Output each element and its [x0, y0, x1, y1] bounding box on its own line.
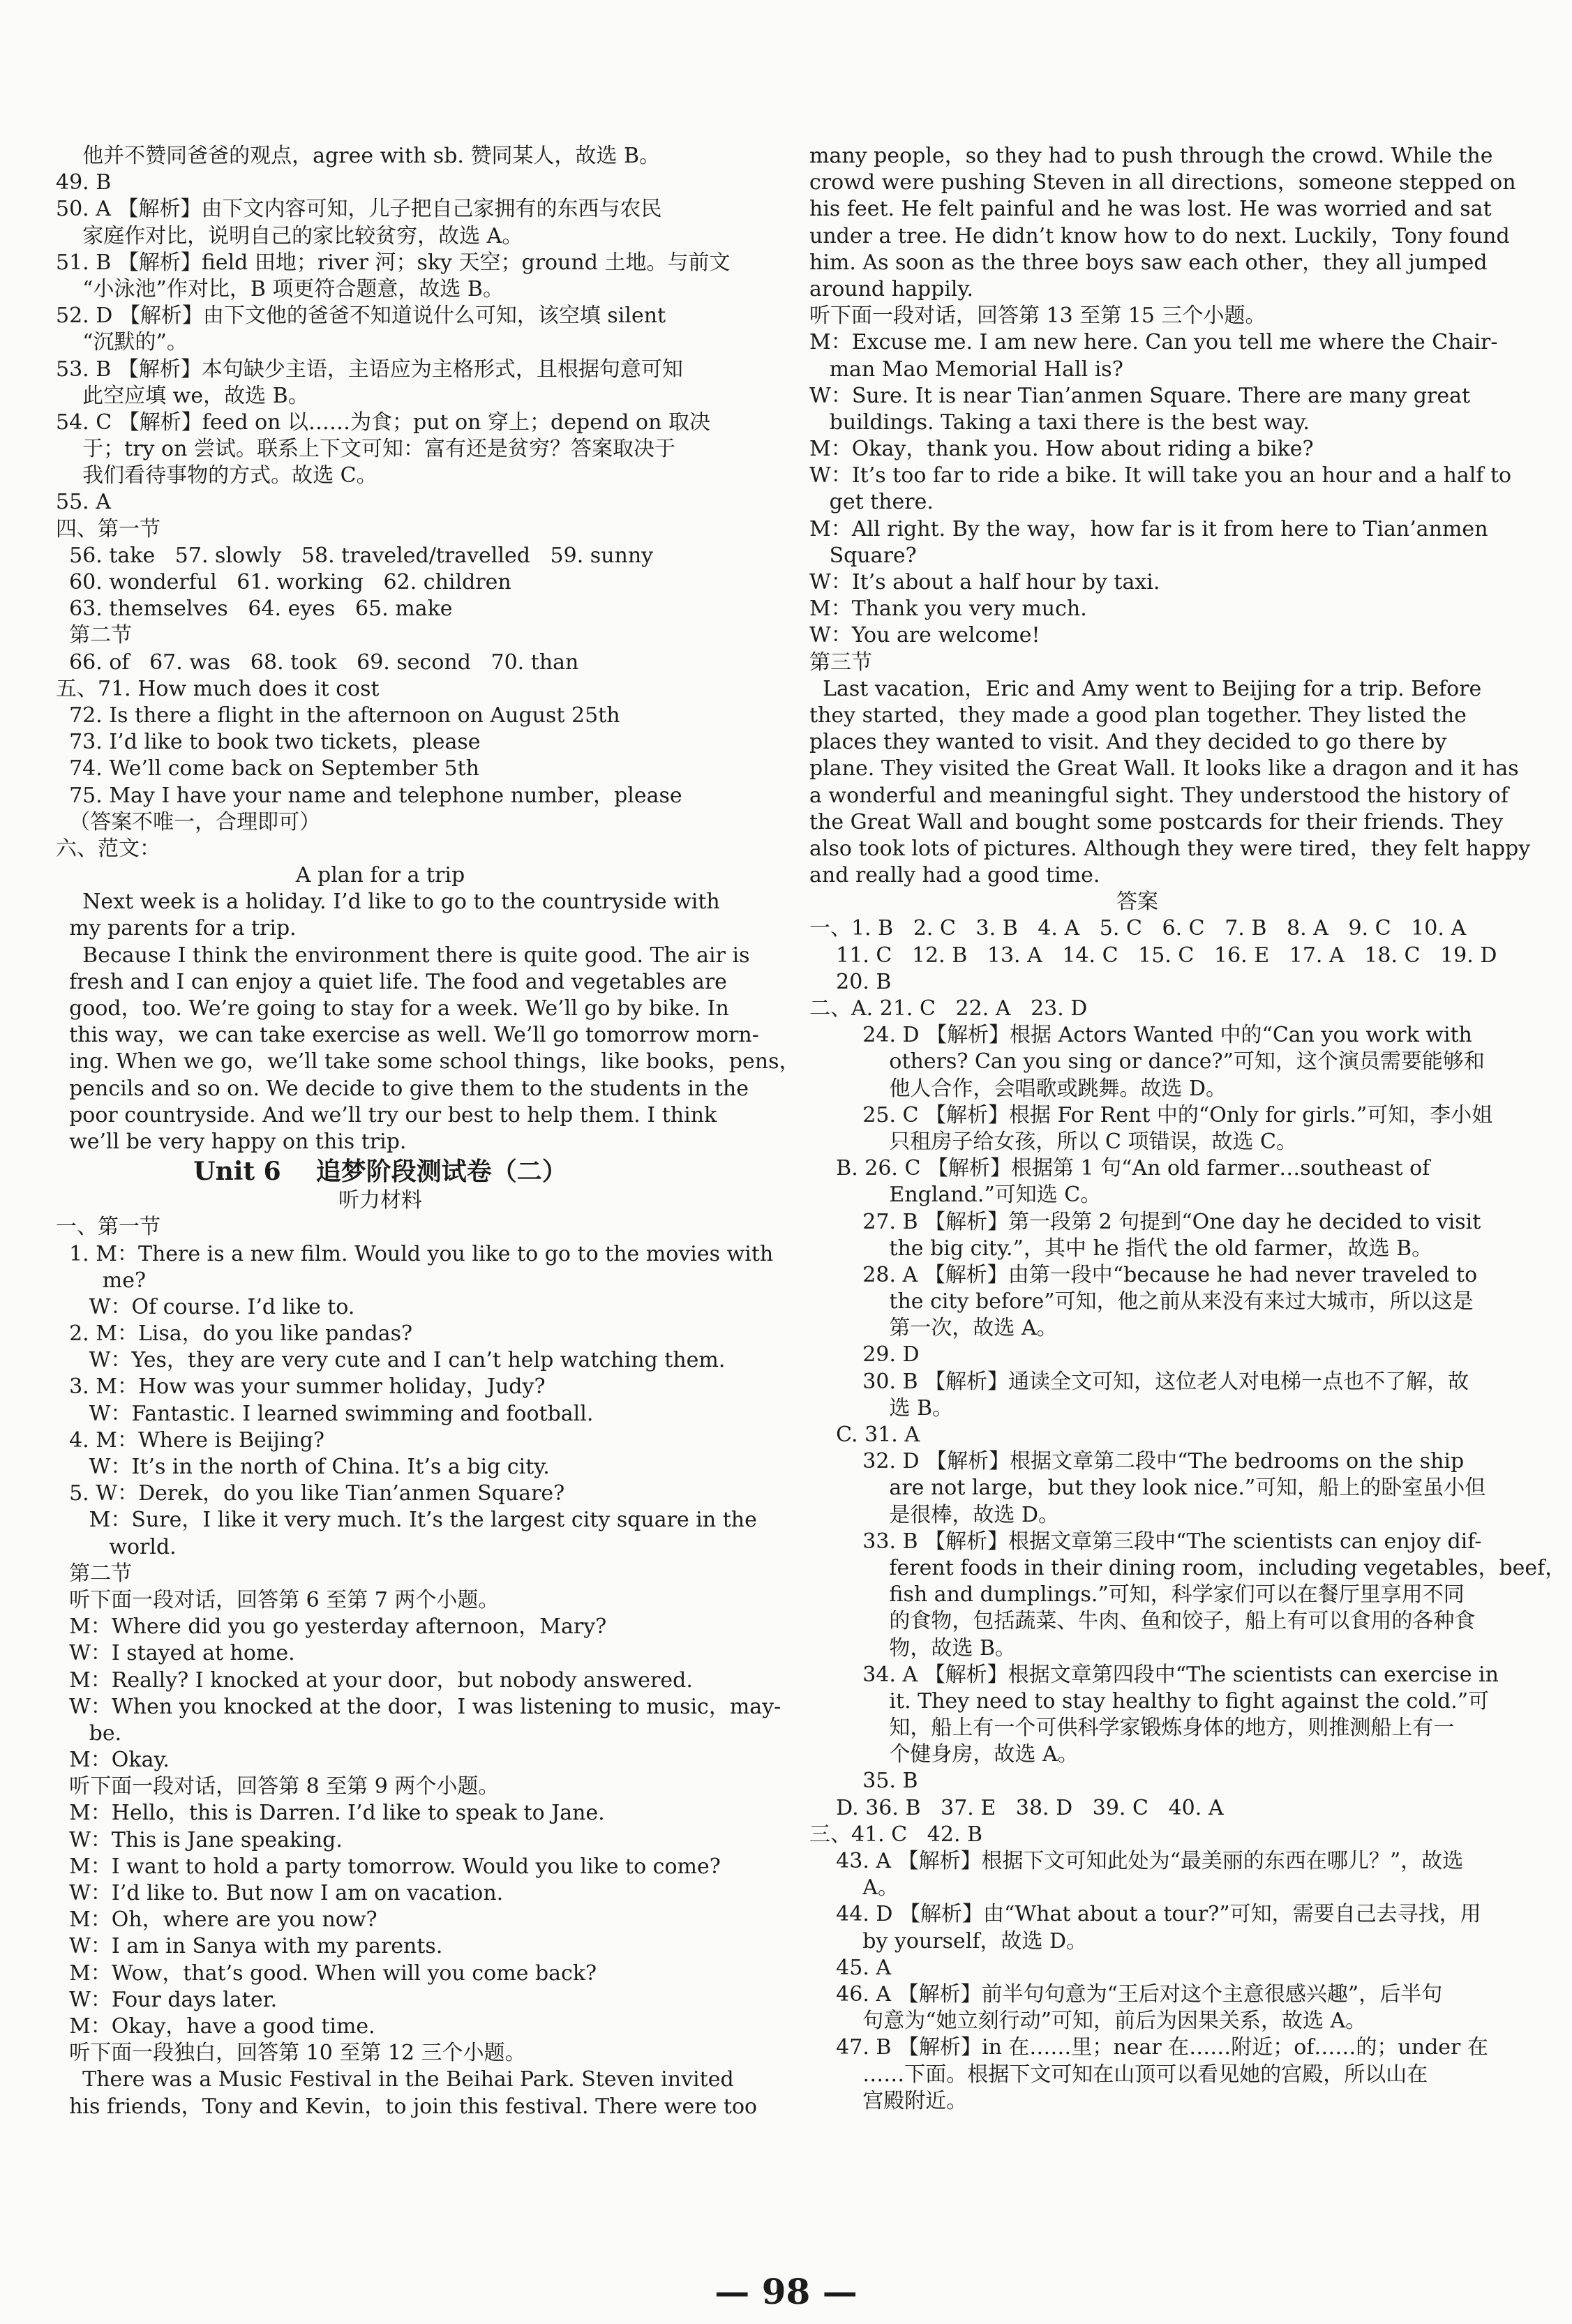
text-line: A。: [809, 1875, 899, 1901]
text-line: around happily.: [809, 276, 973, 301]
text-line: W：I am in Sanya with my parents.: [56, 1934, 443, 1959]
text-line: 第二节: [56, 623, 133, 648]
text-line: by yourself，故选 D。: [809, 1928, 1088, 1954]
text-line: ing. When we go，we’ll take some school things，like books，pens，: [56, 1049, 800, 1074]
text-line: 一、1. B 2. C 3. B 4. A 5. C 6. C 7. B 8. A 9. C 10. A: [809, 916, 1467, 941]
text-line: 家庭作对比，说明自己的家比较贫穷，故选 A。: [56, 223, 523, 248]
text-line: 1. M：There is a new film. Would you like to go to the movies with: [56, 1241, 774, 1266]
text-line: W：It’s too far to ride a bike. It will take you an hour and a half to: [809, 463, 1512, 488]
text-line: 一、第一节: [56, 1215, 160, 1240]
text-line: 是很棒，故选 D。: [809, 1502, 1060, 1527]
text-line: 24. D 【解析】根据 Actors Wanted 中的“Can you work with: [809, 1023, 1472, 1048]
text-line: 二、A. 21. C 22. A 23. D: [809, 996, 1088, 1021]
right-column: [809, 143, 1566, 2115]
text-line: 45. A: [809, 1955, 892, 1980]
text-line: 63. themselves 64. eyes 65. make: [56, 597, 453, 622]
text-line: places they wanted to visit. And they decided to go there by: [809, 730, 1447, 755]
text-line: England.”可知选 C。: [809, 1183, 1102, 1208]
text-line: fresh and I can enjoy a quiet life. The food and vegetables are: [56, 969, 727, 994]
text-line: 73. I’d like to book two tickets，please: [56, 730, 481, 755]
text-line: buildings. Taking a taxi there is the best way.: [809, 410, 1310, 435]
text-line: M：Where did you go yesterday afternoon，Mary?: [56, 1614, 607, 1640]
text-line: W：Four days later.: [56, 1987, 278, 2012]
text-line: ……下面。根据下文可知在山顶可以看见她的宫殿，所以山在: [809, 2062, 1428, 2087]
text-line: plane. They visited the Great Wall. It looks like a dragon and it has: [809, 756, 1519, 781]
text-line: A plan for a trip: [295, 863, 465, 888]
text-line: W：Fantastic. I learned swimming and football.: [56, 1401, 594, 1426]
text-line: 43. A 【解析】根据下文可知此处为“最美丽的东西在哪儿？”，故选: [809, 1849, 1464, 1873]
text-line: him. As soon as the three boys saw each other，they all jumped: [809, 250, 1488, 275]
text-line: M：Really? I knocked at your door，but nobody answered.: [56, 1667, 693, 1693]
text-line: the big city.”，其中 he 指代 the old farmer，故选 B。: [809, 1236, 1433, 1261]
text-line: 听下面一段对话，回答第 6 至第 7 两个小题。: [56, 1587, 500, 1612]
text-line: M：I want to hold a party tomorrow. Would you like to come?: [56, 1854, 721, 1879]
text-line: 34. A 【解析】根据文章第四段中“The scientists can exercise in: [809, 1662, 1499, 1687]
text-line: my parents for a trip.: [56, 916, 297, 941]
text-line: “沉默的”。: [56, 330, 188, 355]
text-line: get there.: [809, 490, 934, 515]
text-line: 四、第一节: [56, 516, 160, 541]
text-line: M：All right. By the way，how far is it from here to Tian’anmen: [809, 516, 1488, 541]
text-line: be.: [56, 1720, 122, 1746]
text-line: C. 31. A: [809, 1423, 920, 1447]
text-line: 物，故选 B。: [809, 1635, 1017, 1660]
text-line: 32. D 【解析】根据文章第二段中“The bedrooms on the ship: [809, 1449, 1465, 1474]
text-line: 知，船上有一个可供科学家锻炼身体的地方，则推测船上有一: [809, 1716, 1455, 1741]
text-line: his feet. He felt painful and he was lost. He was worried and sat: [809, 197, 1492, 222]
text-line: B. 26. C 【解析】根据第 1 句“An old farmer…southeast of: [809, 1156, 1430, 1181]
text-line: 句意为“她立刻行动”可知，前后为因果关系，故选 A。: [809, 2009, 1367, 2034]
text-line: There was a Music Festival in the Beihai Park. Steven invited: [56, 2067, 734, 2092]
text-line: 51. B 【解析】field 田地；river 河；sky 天空；ground 土地。与前文: [56, 250, 731, 275]
text-line: 49. B: [56, 170, 112, 195]
text-line: M：Thank you very much.: [809, 597, 1087, 622]
text-line: 47. B 【解析】in 在……里；near 在……附近；of……的；under 在: [809, 2035, 1488, 2060]
text-line: W：When you knocked at the door，I was listening to music，may-: [56, 1694, 781, 1719]
text-line: 选 B。: [809, 1395, 954, 1420]
text-line: 听下面一段对话，回答第 8 至第 9 两个小题。: [56, 1774, 500, 1799]
text-line: 答案: [1116, 890, 1158, 915]
text-line: 20. B: [809, 969, 892, 994]
text-line: the Great Wall and bought some postcards for their friends. They: [809, 809, 1504, 834]
text-line: 第三节: [809, 650, 872, 675]
text-line: 25. C 【解析】根据 For Rent 中的“Only for girls.”可知，李小姐: [809, 1102, 1493, 1127]
text-line: Last vacation，Eric and Amy went to Beijing for a trip. Before: [809, 676, 1482, 701]
text-line: 52. D 【解析】由下文他的爸爸不知道说什么可知，该空填 silent: [56, 303, 666, 329]
text-line: 33. B 【解析】根据文章第三段中“The scientists can enjoy dif-: [809, 1529, 1482, 1554]
text-line: 29. D: [809, 1342, 920, 1367]
text-line: 44. D 【解析】由“What about a tour?”可知，需要自己去寻找，用: [809, 1902, 1481, 1927]
text-line: man Mao Memorial Hall is?: [809, 357, 1123, 382]
text-line: 30. B 【解析】通读全文可知，这位老人对电梯一点也不了解，故: [809, 1369, 1469, 1394]
text-line: under a tree. He didn’t know how to do next. Luckily，Tony found: [809, 223, 1510, 248]
text-line: M：Okay.: [56, 1748, 170, 1773]
text-line: 第二节: [56, 1561, 133, 1586]
text-line: ferent foods in their dining room，including vegetables，beef，: [809, 1555, 1566, 1580]
text-line: W：It’s in the north of China. It’s a big city.: [56, 1455, 550, 1479]
text-line: good，too. We’re going to stay for a week. We’ll go by bike. In: [56, 996, 729, 1021]
text-line: 72. Is there a flight in the afternoon on August 25th: [56, 703, 620, 728]
text-line: 五、71. How much does it cost: [56, 676, 380, 701]
text-line: 74. We’ll come back on September 5th: [56, 756, 479, 781]
text-line: D. 36. B 37. E 38. D 39. C 40. A: [809, 1795, 1224, 1820]
text-line: M：Oh，where are you now?: [56, 1907, 377, 1933]
text-line: M：Excuse me. I am new here. Can you tell me where the Chair-: [809, 330, 1498, 355]
text-line: 27. B 【解析】第一段第 2 句提到“One day he decided to visit: [809, 1209, 1481, 1234]
text-line: 55. A: [56, 490, 111, 515]
text-line: Next week is a holiday. I’d like to go to the countryside with: [56, 890, 720, 915]
text-line: 3. M：How was your summer holiday，Judy?: [56, 1374, 546, 1400]
text-line: a wonderful and meaningful sight. They understood the history of: [809, 783, 1509, 808]
text-line: W：I stayed at home.: [56, 1641, 295, 1666]
text-line: they started，they made a good plan together. They listed the: [809, 703, 1467, 728]
text-line: 28. A 【解析】由第一段中“because he had never traveled to: [809, 1262, 1478, 1287]
text-line: 50. A 【解析】由下文内容可知，儿子把自己家拥有的东西与农民: [56, 197, 662, 222]
text-line: 听下面一段独白，回答第 10 至第 12 三个小题。: [56, 2041, 526, 2066]
text-line: W：Of course. I’d like to.: [56, 1294, 355, 1319]
text-line: it. They need to stay healthy to fight against the cold.”可: [809, 1688, 1490, 1714]
text-line: Because I think the environment there is quite good. The air is: [56, 943, 750, 968]
text-line: we’ll be very happy on this trip.: [56, 1129, 407, 1154]
text-line: crowd were pushing Steven in all directions，someone stepped on: [809, 170, 1516, 195]
text-line: 的食物，包括蔬菜、牛肉、鱼和饺子，船上有可以食用的各种食: [809, 1609, 1476, 1634]
text-line: poor countryside. And we’ll try our best to help them. I think: [56, 1102, 717, 1127]
text-line: 46. A 【解析】前半句句意为“王后对这个主意很感兴趣”，后半句: [809, 1981, 1443, 2007]
text-line: 此空应填 we，故选 B。: [56, 383, 309, 408]
text-line: his friends，Tony and Kevin，to join this festival. There were too: [56, 2094, 758, 2119]
text-line: 54. C 【解析】feed on 以……为食；put on 穿上；depend on 取决: [56, 410, 710, 435]
text-line: 我们看待事物的方式。故选 C。: [56, 463, 377, 488]
text-line: W：Yes，they are very cute and I can’t help watching them.: [56, 1348, 726, 1373]
text-line: W：I’d like to. But now I am on vacation.: [56, 1881, 504, 1905]
text-line: M：Okay，thank you. How about riding a bike?: [809, 437, 1314, 462]
text-line: 4. M：Where is Beijing?: [56, 1427, 324, 1453]
text-line: W：Sure. It is near Tian’anmen Square. There are many great: [809, 383, 1471, 408]
text-line: 宫殿附近。: [809, 2088, 968, 2113]
text-line: fish and dumplings.”可知，科学家们可以在餐厅里享用不同: [809, 1582, 1465, 1607]
text-line: W：This is Jane speaking.: [56, 1827, 343, 1852]
text-line: 听下面一段对话，回答第 13 至第 15 三个小题。: [809, 303, 1266, 329]
text-line: M：Sure，I like it very much. It’s the largest city square in the: [56, 1508, 757, 1533]
text-line: many people，so they had to push through the crowd. While the: [809, 144, 1493, 168]
text-line: 56. take 57. slowly 58. traveled/travelled 59. sunny: [56, 543, 654, 568]
section-title: Unit 6 追梦阶段测试卷（二）: [193, 1157, 567, 1187]
text-line: 2. M：Lisa，do you like pandas?: [56, 1321, 413, 1347]
left-column: [56, 143, 800, 2120]
text-line: the city before”可知，他之前从来没有来过大城市，所以这是: [809, 1289, 1474, 1314]
text-line: 35. B: [809, 1769, 918, 1794]
text-line: 六、范文：: [56, 836, 160, 861]
text-line: M：Hello，this is Darren. I’d like to speak to Jane.: [56, 1801, 605, 1826]
text-line: 只租房子给女孩，所以 C 项错误，故选 C。: [809, 1129, 1297, 1154]
text-line: are not large，but they look nice.”可知，船上的卧室虽小但: [809, 1476, 1486, 1501]
text-line: this way，we can take exercise as well. We’ll go tomorrow morn-: [56, 1023, 759, 1048]
text-line: 75. May I have your name and telephone number，please: [56, 783, 682, 808]
text-line: 53. B 【解析】本句缺少主语，主语应为主格形式，且根据句意可知: [56, 357, 683, 382]
text-line: 于；try on 尝试。联系上下文可知：富有还是贫穷？答案取决于: [56, 437, 675, 462]
text-line: 60. wonderful 61. working 62. children: [56, 570, 511, 594]
text-line: others? Can you sing or dance?”可知，这个演员需要能够和: [809, 1049, 1485, 1074]
text-line: 第一次，故选 A。: [809, 1316, 1058, 1341]
text-line: 他人合作，会唱歌或跳舞。故选 D。: [809, 1076, 1227, 1101]
page-number: — 98 —: [714, 2271, 858, 2312]
text-line: and really had a good time.: [809, 863, 1100, 888]
text-line: pencils and so on. We decide to give them to the students in the: [56, 1076, 749, 1101]
text-line: 个健身房，故选 A。: [809, 1742, 1079, 1767]
text-line: me?: [56, 1268, 147, 1293]
text-line: Square?: [809, 543, 917, 568]
text-line: “小泳池”作对比，B 项更符合题意，故选 B。: [56, 276, 504, 301]
text-line: 66. of 67. was 68. took 69. second 70. than: [56, 650, 579, 675]
text-line: M：Wow，that’s good. When will you come back?: [56, 1961, 597, 1986]
text-line: 听力材料: [338, 1188, 422, 1213]
text-line: 他并不赞同爸爸的观点，agree with sb. 赞同某人，故选 B。: [56, 144, 661, 168]
text-line: also took lots of pictures. Although they were tired，they felt happy: [809, 836, 1531, 861]
text-line: world.: [56, 1534, 177, 1559]
text-line: M：Okay，have a good time.: [56, 2014, 375, 2039]
text-line: W：It’s about a half hour by taxi.: [809, 570, 1160, 594]
text-line: 5. W：Derek，do you like Tian’anmen Square?: [56, 1481, 565, 1506]
text-line: 三、41. C 42. B: [809, 1822, 983, 1847]
text-line: 11. C 12. B 13. A 14. C 15. C 16. E 17. A 18. C 19. D: [809, 943, 1497, 968]
text-line: （答案不唯一，合理即可）: [56, 809, 321, 834]
text-line: W：You are welcome!: [809, 623, 1040, 648]
